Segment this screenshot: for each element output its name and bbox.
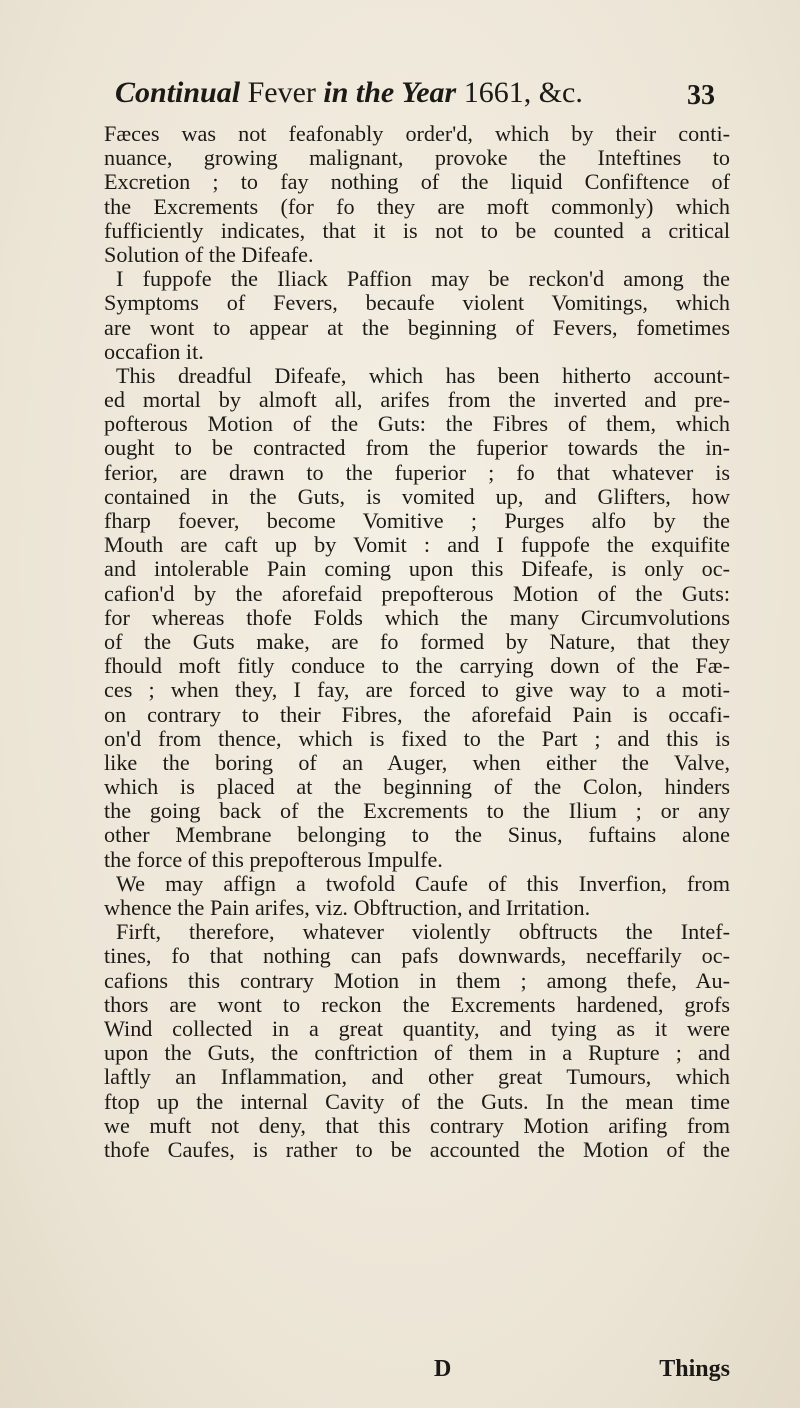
text-line: This dreadful Difeafe, which has been hitherto account- [116,362,730,388]
text-line: ferior, are drawn to the fuperior ; fo that whatever is [104,459,730,485]
text-line: fhould moft fitly conduce to the carrying down of the Fæ- [104,653,730,679]
text-line: which is placed at the beginning of the Colon, hinders [104,774,730,800]
running-header [115,76,715,116]
page-number: 33 [687,80,715,111]
text-line: ftop up the internal Cavity of the Guts. In the mean time [104,1088,730,1114]
text-line: the force of this prepofterous Impulfe. [104,846,443,872]
text-line: are wont to appear at the beginning of Fevers, fometimes [104,314,730,340]
text-line: on'd from thence, which is fixed to the Part ; and this is [104,725,730,751]
text-line: upon the Guts, the conftriction of them in a Rupture ; and [104,1040,730,1066]
running-title [115,76,583,110]
text-line: Firft, therefore, whatever violently obftructs the Intef- [116,919,730,945]
text-line: Wind collected in a great quantity, and tying as it were [104,1015,730,1041]
text-line: Symptoms of Fevers, becaufe violent Vomitings, which [104,290,730,316]
text-line: pofterous Motion of the Guts: the Fibres of them, which [104,411,730,437]
text-line: Fæces was not feafonably order'd, which by their conti- [104,121,730,146]
text-line: the going back of the Excrements to the Ilium ; or any [104,798,730,824]
text-line: Solution of the Difeafe. [104,241,314,267]
text-line: of the Guts make, are fo formed by Nature, that they [104,628,730,654]
text-line: tines, fo that nothing can pafs downwards, neceffarily oc- [104,943,730,969]
body-text [104,122,730,1162]
text-line: cafion'd by the aforefaid prepofterous Motion of the Guts: [104,580,730,606]
text-line: ces ; when they, I fay, are forced to give way to a moti- [104,677,730,703]
text-line: cafions this contrary Motion in them ; among thefe, Au- [104,967,730,993]
text-line: ought to be contracted from the fuperior towards the in- [104,435,730,461]
text-line: on contrary to their Fibres, the aforefaid Pain is occafi- [104,701,730,727]
running-title-part-2: Fever [247,76,316,109]
running-title-part-1: Continual [115,76,241,109]
text-line: and intolerable Pain coming upon this Difeafe, is only oc- [104,556,730,582]
text-line: fufficiently indicates, that it is not to be counted a critical [104,217,730,243]
text-line: ed mortal by almoft all, arifes from the inverted and pre- [104,387,730,413]
text-line: whence the Pain arifes, viz. Obftruction, and Irritation. [104,895,591,920]
text-line: fharp foever, become Vomitive ; Purges alfo by the [104,508,730,533]
text-line: thors are wont to reckon the Excrements hardened, grofs [104,991,730,1017]
text-line: like the boring of an Auger, when either the Valve, [104,749,730,775]
text-line: Mouth are caft up by Vomit : and I fuppofe the exquifite [104,532,730,558]
text-line: Excretion ; to fay nothing of the liquid Confiftence of [104,169,730,195]
text-line: thofe Caufes, is rather to be accounted the Motion of the [104,1136,730,1162]
catchword: Things [659,1356,730,1382]
text-line: other Membrane belonging to the Sinus, fuftains alone [104,822,730,848]
text-line: for whereas thofe Folds which the many Circumvolutions [104,604,730,630]
text-line: nuance, growing malignant, provoke the Inteftines to [104,145,730,171]
text-line: contained in the Guts, is vomited up, and Glifters, how [104,483,730,509]
text-line: we muft not deny, that this contrary Motion arifing from [104,1112,730,1138]
running-title-part-3: in the Year [323,76,457,109]
text-line: I fuppofe the Iliack Paffion may be reckon'd among the [116,266,730,292]
signature-mark: D [434,1356,452,1382]
text-line: laftly an Inflammation, and other great Tumours, which [104,1064,730,1090]
running-title-year: 1661, &c. [463,76,583,109]
text-line: We may affign a twofold Caufe of this Inverfion, from [116,870,730,896]
text-line: occafion it. [104,338,204,364]
page-footer [104,1356,730,1386]
text-line: the Excrements (for fo they are moft commonly) which [104,193,730,219]
